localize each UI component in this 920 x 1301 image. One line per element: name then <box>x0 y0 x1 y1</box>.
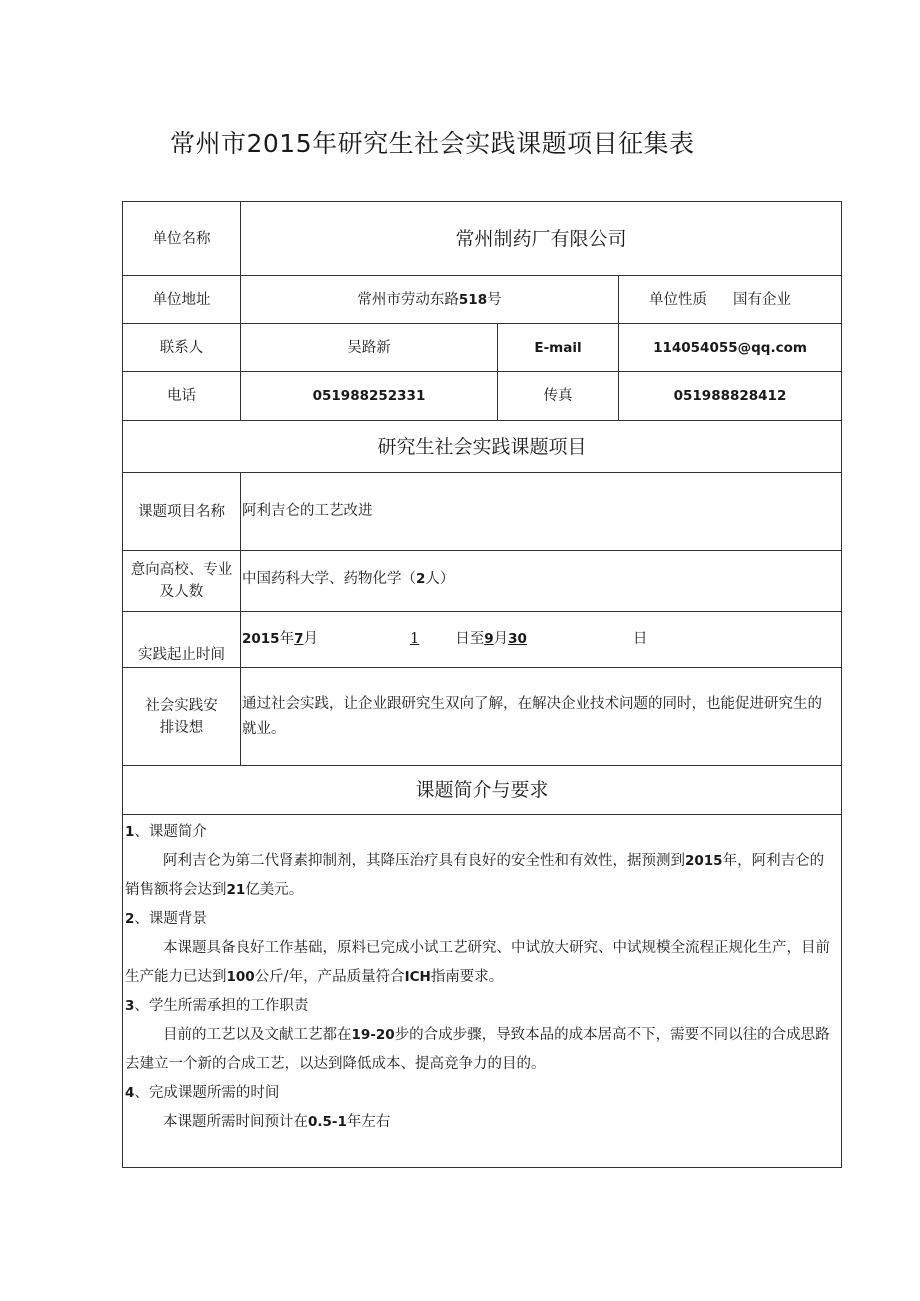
school-value-prefix: 中国药科大学、药物化学（ <box>242 571 416 587</box>
period-value <box>242 612 840 667</box>
nature-value: 国有企业 <box>733 291 791 308</box>
day-to: 日至 <box>455 631 485 647</box>
project-section-title: 研究生社会实践课题项目 <box>377 435 587 458</box>
text: 步的合成步骤，导致本品的成本居高不下，需要不同以往的合成思路去建立一个新的合成工艺，以达到降低成本、提高竞争力的目的。 <box>125 1027 830 1072</box>
text: 亿美元。 <box>245 882 304 898</box>
text: 本课题所需时间预计在 <box>163 1114 308 1130</box>
ich: ICH <box>404 969 431 985</box>
intro-body <box>123 818 841 1137</box>
project-name-label: 课题项目名称 <box>138 503 225 520</box>
project-name-value: 阿利吉仑的工艺改进 <box>242 503 373 519</box>
arrangement-label-line1: 社会实践安 <box>145 697 218 714</box>
start-year: 2015 <box>242 631 280 647</box>
text: 阿利吉仑为第二代肾素抑制剂，其降压治疗具有良好的安全性和有效性，据预测到 <box>163 853 685 869</box>
heading-text: 、完成课题所需的时间 <box>134 1085 280 1101</box>
range: 0.5-1 <box>308 1114 347 1130</box>
page-title: 常州市2015年研究生社会实践课题项目征集表 <box>170 129 695 158</box>
row-divider <box>123 814 841 815</box>
heading-text: 、学生所需承担的工作职责 <box>134 998 309 1014</box>
end-month: 9 <box>484 631 494 647</box>
fax-value: 051988828412 <box>673 388 787 404</box>
school-value-suffix: 人） <box>425 571 455 587</box>
phone-value: 051988252331 <box>312 388 426 404</box>
arrangement-label <box>123 668 240 765</box>
intro-paragraph-4 <box>123 1108 841 1137</box>
steps: 19-20 <box>351 1027 395 1043</box>
school-label-line2: 及人数 <box>159 584 204 600</box>
intro-paragraph-3 <box>123 1021 841 1079</box>
text: 目前的工艺以及文献工艺都在 <box>163 1027 352 1043</box>
amount: 21 <box>226 882 246 898</box>
address-value <box>241 276 618 323</box>
school-label <box>123 551 240 611</box>
heading-number: 1 <box>125 824 135 840</box>
column-divider <box>240 472 241 765</box>
intro-heading-2 <box>123 905 841 934</box>
capacity: 100 <box>226 969 255 985</box>
intro-heading-1 <box>123 818 841 847</box>
address-number: 518 <box>458 291 488 308</box>
heading-text: 、课题简介 <box>134 824 207 840</box>
nature-label: 单位性质 <box>649 291 707 308</box>
text: 指南要求。 <box>430 969 504 985</box>
phone-label: 电话 <box>167 388 196 404</box>
day-char: 日 <box>632 631 648 647</box>
nature-cell <box>619 276 841 323</box>
unit-name-label: 单位名称 <box>152 230 211 247</box>
month-char-2: 月 <box>493 631 509 647</box>
start-month: 7 <box>294 631 304 647</box>
email-value: 114054055@qq.com <box>653 339 807 356</box>
month-char: 月 <box>303 631 318 647</box>
text: 年，阿利吉仑的销售额将会达到 <box>125 853 825 898</box>
arrangement-value: 通过社会实践，让企业跟研究生双向了解，在解决企业技术问题的同时，也能促进研究生的就业。 <box>242 696 822 737</box>
heading-number: 4 <box>125 1085 135 1101</box>
end-day: 30 <box>508 631 527 647</box>
contact-label: 联系人 <box>159 339 204 356</box>
text: 公斤/年，产品质量符合 <box>254 969 405 985</box>
fax-label: 传真 <box>543 388 573 404</box>
arrangement-label-line2: 排设想 <box>159 719 204 736</box>
address-label: 单位地址 <box>152 291 211 308</box>
text: 年左右 <box>346 1114 391 1130</box>
collection-form-table <box>122 201 842 1168</box>
intro-paragraph-1 <box>123 847 841 905</box>
year: 2015 <box>685 853 723 869</box>
intro-section-title: 课题简介与要求 <box>415 779 549 801</box>
heading-number: 2 <box>125 911 135 927</box>
text: 本课题具备良好工作基础，原料已完成小试工艺研究、中试放大研究、中试规模全流程正规化生产，目前生产能力已达到 <box>125 940 830 985</box>
unit-name-value: 常州制药厂有限公司 <box>455 227 627 250</box>
heading-number: 3 <box>125 998 135 1014</box>
school-value <box>242 551 840 611</box>
period-label: 实践起止时间 <box>138 647 225 663</box>
intro-paragraph-2 <box>123 934 841 992</box>
contact-value: 吴路新 <box>347 339 391 356</box>
email-label: E-mail <box>534 339 582 356</box>
address-prefix: 常州市劳动东路 <box>357 291 459 308</box>
year-char: 年 <box>279 631 295 647</box>
school-label-line1: 意向高校、专业 <box>130 562 233 578</box>
address-suffix: 号 <box>487 291 502 308</box>
heading-text: 、课题背景 <box>134 911 207 927</box>
intro-heading-4 <box>123 1079 841 1108</box>
intro-heading-3 <box>123 992 841 1021</box>
start-day: 1 <box>409 631 420 647</box>
school-count: 2 <box>416 571 426 587</box>
